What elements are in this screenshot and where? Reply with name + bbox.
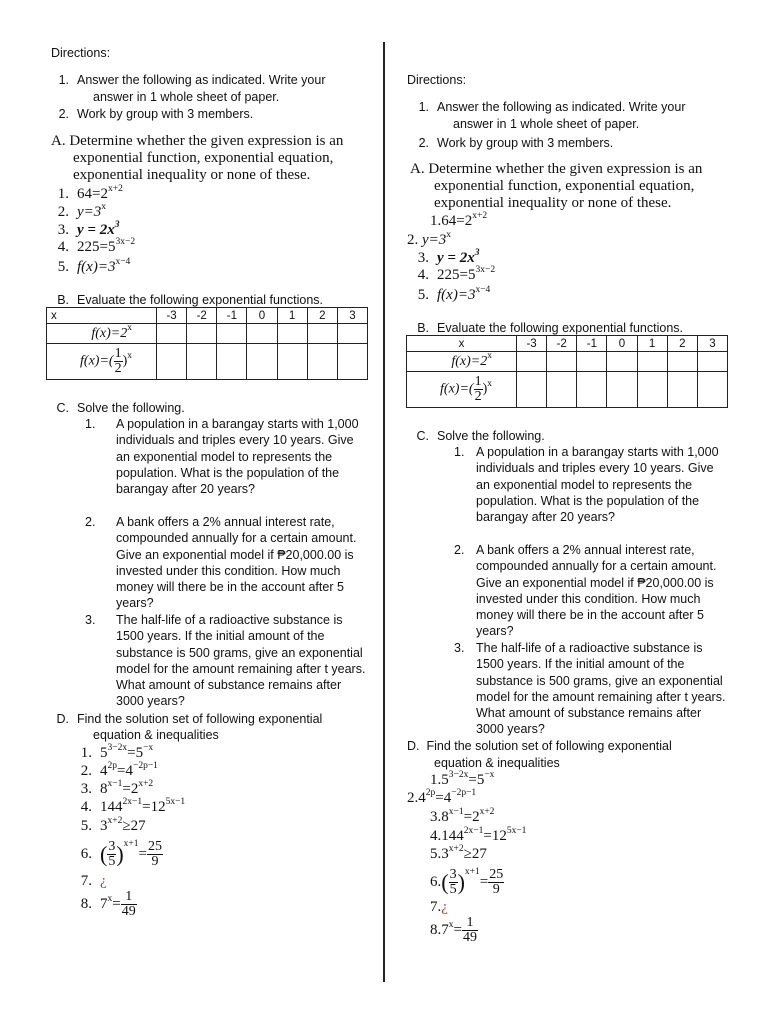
- x-value: 2: [667, 336, 697, 352]
- function-2x: $f(x)=2^x$: [407, 352, 517, 372]
- x-value: 0: [607, 336, 637, 352]
- section-d-item: $5.3^{x+2}\ge 27$: [430, 844, 487, 862]
- problem-text: A population in a barangay starts with 1,000 individuals and triples every 10 years. Give an exponential model to represents the population. What is the population of the barangay after 20 years?: [476, 445, 719, 525]
- section-a-line3: exponential inequality or none of these.: [73, 167, 311, 183]
- x-value: -1: [577, 336, 607, 352]
- section-d-item-6: 6.( $\frac{3}{5}$ )$^{x+1}$= $\frac{25}{9}$: [430, 867, 504, 898]
- x-value: -3: [517, 336, 547, 352]
- section-d-line2: equation & inequalities: [93, 728, 219, 742]
- direction-item-1-cont: answer in 1 whole sheet of paper.: [93, 90, 280, 104]
- x-value: -2: [187, 308, 217, 324]
- table-header-row: [407, 336, 728, 352]
- directions-label: Directions:: [407, 73, 467, 87]
- x-value: 3: [697, 336, 727, 352]
- problem-number: 2.: [85, 515, 96, 529]
- section-d-item-7: 7.¿: [430, 899, 448, 915]
- section-a-line3: exponential inequality or none of these.: [434, 195, 672, 211]
- table-row: [47, 344, 368, 380]
- section-a-item: $1.64=2^{x+2}$: [430, 211, 488, 229]
- section-d-line2: equation & inequalities: [434, 756, 560, 770]
- direction-item-1: 1. Answer the following as indicated. Write your: [418, 100, 686, 114]
- evaluation-table: [46, 307, 368, 380]
- section-c-heading: C. Solve the following.: [416, 429, 545, 443]
- problem-number: 1.: [454, 445, 465, 459]
- section-a-item: 3. $y = 2x^3$: [417, 248, 480, 266]
- section-a-heading: A. Determine whether the given expression is an: [51, 133, 344, 149]
- section-a-item: 5. $f(x)=3^{x-4}$: [57, 257, 131, 275]
- function-half-x: f(x)=( $\frac{1}{2}$ )$^x$: [47, 344, 157, 380]
- section-a-line2: exponential function, exponential equation,: [73, 150, 334, 166]
- section-d-item: 1. $5^{3-2x}=5^{-x}$: [80, 743, 154, 761]
- problem-number: 1.: [85, 417, 96, 431]
- section-d-item: $3.8^{x-1}=2^{x+2}$: [430, 807, 495, 825]
- section-a-item: 3. $y = 2x^3$: [57, 220, 120, 238]
- header-x: x: [407, 336, 517, 352]
- section-a-item: 2. $y=3^x$: [407, 230, 452, 248]
- section-a-item: 4. $225=5^{3x-2}$: [57, 237, 136, 255]
- x-value: 2: [307, 308, 337, 324]
- x-value: 1: [637, 336, 667, 352]
- direction-item-1: 1. Answer the following as indicated. Write your: [58, 73, 326, 87]
- section-d-item: 2. $4^{2p}=4^{-2p-1}$: [80, 761, 158, 779]
- section-d-item: $2.4^{2p}=4^{-2p-1}$: [407, 788, 477, 806]
- section-a-item: 4. $225=5^{3x-2}$: [417, 265, 496, 283]
- directions-label: Directions:: [51, 46, 111, 60]
- section-a-item: 5. $f(x)=3^{x-4}$: [417, 285, 491, 303]
- section-d-heading: D. Find the solution set of following exponential: [56, 712, 323, 726]
- x-value: 0: [247, 308, 277, 324]
- section-b-heading: B. Evaluate the following exponential functions.: [57, 293, 323, 307]
- x-value: 3: [337, 308, 367, 324]
- problem-text: The half-life of a radioactive substance is 1500 years. If the initial amount of the substance is 500 grams, give an exponential model for the amount remaining after t years. What amount of substance remains after 3000 years?: [116, 613, 366, 709]
- section-a-item: 1. $64=2^{x+2}$: [57, 184, 123, 202]
- section-a-item: 2. $y=3^x$: [57, 202, 107, 220]
- direction-item-1-cont: answer in 1 whole sheet of paper.: [453, 117, 640, 131]
- table-row: [407, 352, 728, 372]
- problem-number: 3.: [454, 641, 465, 655]
- section-d-item-7: 7. ¿: [80, 873, 107, 889]
- x-value: -1: [217, 308, 247, 324]
- section-d-item: 4. $144^{2x-1}=12^{5x-1}$: [80, 797, 186, 815]
- problem-text: A bank offers a 2% annual interest rate, compounded annually for a certain amount. Give an exponential model if ₱20,000.00 is invested under this condition. How much money will there be in the account after 5 years?: [116, 515, 357, 611]
- problem-number: 2.: [454, 543, 465, 557]
- evaluation-table: [406, 335, 728, 408]
- section-d-item: 3. $8^{x-1}=2^{x+2}$: [80, 779, 154, 797]
- table-header-row: [47, 308, 368, 324]
- section-c-heading: C. Solve the following.: [56, 401, 185, 415]
- function-half-x: f(x)=( $\frac{1}{2}$ )$^x$: [407, 372, 517, 408]
- direction-item-2: 2. Work by group with 3 members.: [418, 136, 614, 150]
- section-d-item-8: $8.7^x=$ $\frac{1}{49}$: [430, 915, 477, 946]
- table-row: [407, 372, 728, 408]
- problem-text: A bank offers a 2% annual interest rate, compounded annually for a certain amount. Give an exponential model if ₱20,000.00 is invested under this condition. How much money will there be in the account after 5 years?: [476, 543, 717, 639]
- direction-item-2: 2. Work by group with 3 members.: [58, 107, 254, 121]
- table-row: [47, 324, 368, 344]
- section-d-item: $4.144^{2x-1}=12^{5x-1}$: [430, 826, 527, 844]
- section-a-line2: exponential function, exponential equation,: [434, 178, 695, 194]
- x-value: 1: [277, 308, 307, 324]
- problem-text: The half-life of a radioactive substance is 1500 years. If the initial amount of the substance is 500 grams, give an exponential model for the amount remaining after t years. What amount of substance remains after 3000 years?: [476, 641, 726, 737]
- right-column: [386, 0, 768, 1024]
- problem-number: 3.: [85, 613, 96, 627]
- section-d-heading: D. Find the solution set of following exponential: [407, 739, 672, 753]
- problem-text: A population in a barangay starts with 1,000 individuals and triples every 10 years. Give an exponential model to represents the population. What is the population of the barangay after 20 years?: [116, 417, 359, 497]
- section-b-heading: B. Evaluate the following exponential functions.: [417, 321, 683, 335]
- function-2x: $f(x)=2^x$: [47, 324, 157, 344]
- header-x: x: [47, 308, 157, 324]
- section-d-item: $1.5^{3-2x}=5^{-x}$: [430, 770, 495, 788]
- section-d-item-8: 8. $7^x=$ $\frac{1}{49}$: [80, 889, 136, 920]
- section-d-item-6: 6. ( $\frac{3}{5}$ )$^{x+1}$= $\frac{25}{9}$: [80, 839, 162, 870]
- x-value: -2: [547, 336, 577, 352]
- section-a-heading: A. Determine whether the given expression is an: [410, 161, 703, 177]
- section-d-item: 5. $3^{x+2}\ge 27$: [80, 816, 146, 834]
- x-value: -3: [157, 308, 187, 324]
